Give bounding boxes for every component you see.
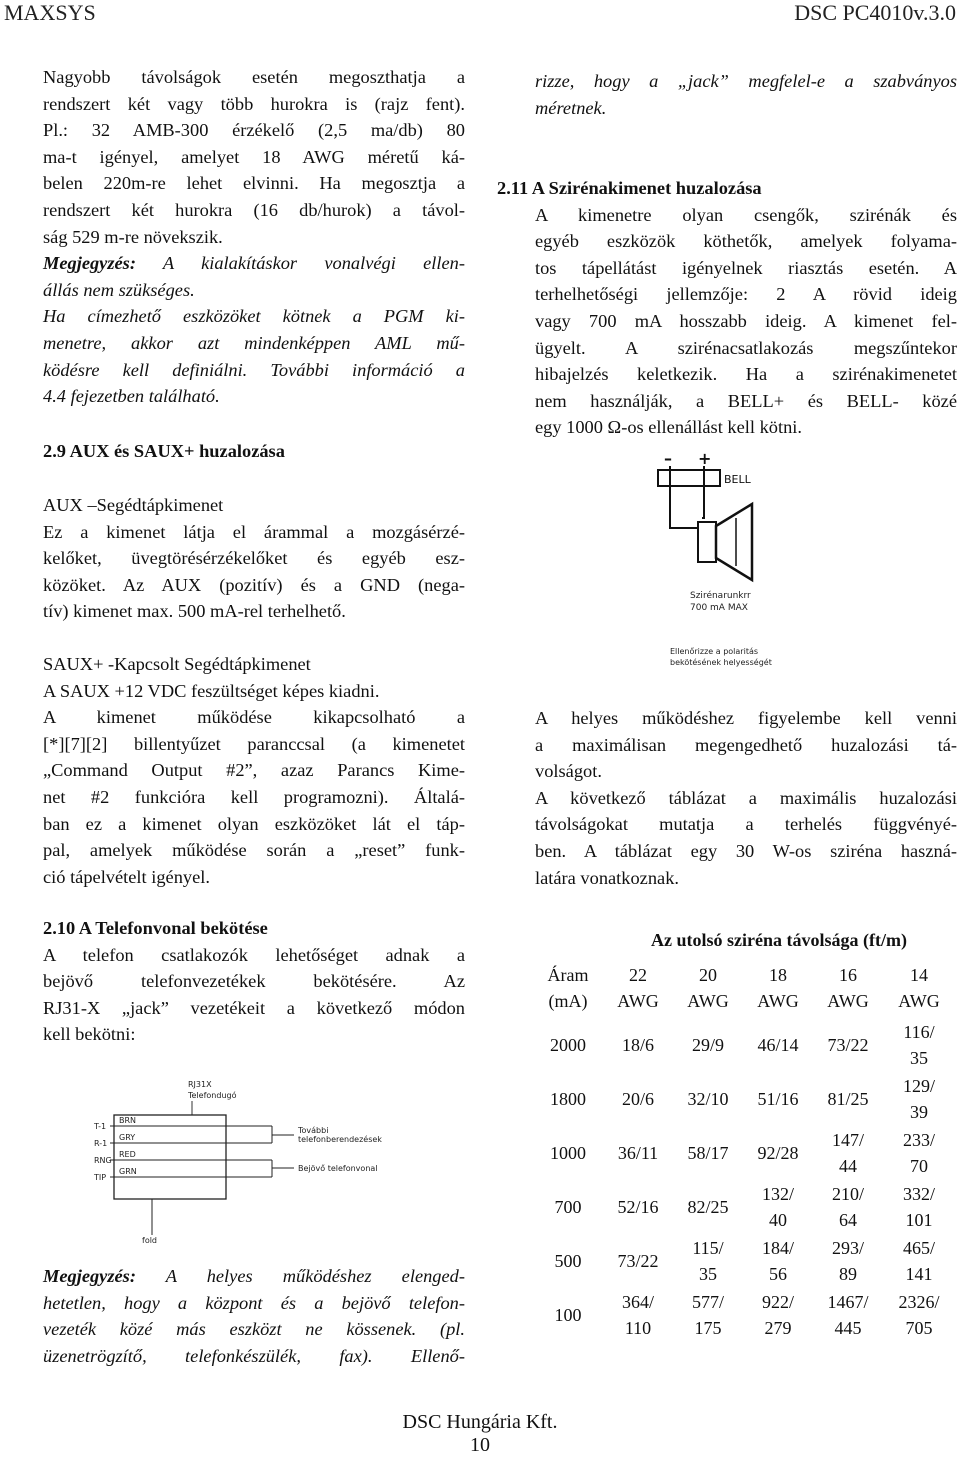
section-heading-2-10: 2.10 A Telefonvonal bekötése	[43, 918, 268, 938]
cell-text: 210/	[831, 1184, 864, 1204]
text-line: rendszert két vagy több hurokra is (rajz fent).	[43, 93, 465, 114]
column-header	[743, 958, 813, 1018]
cell-text: 175	[694, 1318, 722, 1338]
table-cell	[533, 1126, 603, 1180]
cell-text: 40	[769, 1210, 787, 1230]
cell-text: 184/	[761, 1238, 794, 1258]
right-label: Bejövő telefonvonal	[298, 1164, 378, 1173]
paragraph-telephone	[43, 915, 465, 1048]
cell-text: 141	[905, 1264, 933, 1284]
cell-text: 20/6	[621, 1089, 654, 1109]
cell-text: 35	[699, 1264, 717, 1284]
paragraph-loop-split	[43, 64, 465, 410]
text-line: A SAUX +12 VDC feszültséget képes kiadni.	[43, 680, 380, 701]
text-line: távolságokat mutatja a terhelés függvényé-	[535, 814, 957, 835]
note-text: A helyes működéshez elenged-	[135, 1266, 465, 1286]
cell-text: 64	[839, 1210, 857, 1230]
table-cell	[813, 1288, 883, 1342]
right-label: További	[298, 1126, 329, 1135]
cell-text: AWG	[827, 991, 869, 1011]
cell-text: 16	[839, 965, 857, 985]
table-cell	[533, 1234, 603, 1288]
table-cell	[673, 1072, 743, 1126]
cell-text: 445	[834, 1318, 862, 1338]
text-line: RJ31-X „jack” vezetékeit a következő módon	[43, 997, 465, 1018]
table-row	[533, 1234, 955, 1288]
cell-text: 22	[629, 965, 647, 985]
text-line: ban ez a kimenet olyan eszközöket lát el táp-	[43, 813, 465, 834]
text-line: pal, amelyek működése során a „reset” funk-	[43, 840, 465, 861]
cell-text: 89	[839, 1264, 857, 1284]
footer-company: DSC Hungária Kft.	[402, 1411, 558, 1433]
text-line: vagy 700 mA hosszabb ideig. A kimenet fel-	[535, 310, 957, 331]
text-line: méretnek.	[535, 97, 607, 118]
right-label: telefonberendezések	[298, 1135, 382, 1144]
text-line: ügyelt. A szirénacsatlakozás megszűntekor	[535, 337, 957, 358]
cell-text: 81/25	[827, 1089, 869, 1109]
cell-text: 44	[839, 1156, 857, 1176]
cell-text: 32/10	[687, 1089, 729, 1109]
cell-text: 332/	[902, 1184, 935, 1204]
column-header	[533, 958, 603, 1018]
text-line: egy 1000 Ω-os ellenállást kell kötni.	[535, 417, 802, 438]
cell-text: 18/6	[621, 1035, 654, 1055]
cell-text: 364/	[621, 1292, 654, 1312]
table-cell	[743, 1018, 813, 1072]
table-cell	[673, 1234, 743, 1288]
siren-body	[698, 522, 716, 562]
rj-title: RJ31X	[188, 1080, 212, 1089]
table-cell	[743, 1180, 813, 1234]
cell-text: 92/28	[757, 1143, 799, 1163]
table-row	[533, 1180, 955, 1234]
text-line: A helyes működéshez figyelembe kell venni	[535, 708, 957, 728]
table-cell	[813, 1018, 883, 1072]
note-label: Megjegyzés:	[43, 253, 136, 274]
table-cell	[743, 1288, 813, 1342]
paragraph-saux	[43, 651, 465, 890]
table-cell	[673, 1288, 743, 1342]
empty-cell	[533, 922, 603, 958]
bottom-label: fold	[142, 1236, 158, 1245]
text-line: Nagyobb távolságok esetén megoszthatja a	[43, 67, 465, 87]
text-line: volságot.	[535, 761, 602, 782]
cell-text: 56	[769, 1264, 787, 1284]
note-line	[43, 1263, 465, 1290]
table-cell	[883, 1180, 955, 1234]
subheading-saux: SAUX+ -Kapcsolt Segédtápkimenet	[43, 654, 311, 674]
table-cell	[673, 1126, 743, 1180]
text-line: belen 220m-re lehet elvinni. Ha megosztja a	[43, 173, 465, 194]
text-line: nem használják, a BELL+ és BELL- közé	[535, 390, 957, 411]
text-line: Ez a kimenet látja el árammal a mozgásérzé-	[43, 521, 465, 542]
wire-color-label: GRY	[119, 1133, 136, 1142]
cell-text: (mA)	[548, 991, 588, 1011]
text-line: rendszert két hurokra (16 db/hurok) a távol-	[43, 199, 465, 220]
table-header-row	[533, 922, 955, 958]
text-line: hetetlen, hogy a központ és a bejövő telefon-	[43, 1292, 465, 1313]
pin-label: TIP	[94, 1173, 107, 1182]
cell-text: 110	[624, 1318, 652, 1338]
wire-color-label: GRN	[119, 1167, 137, 1176]
table-row	[533, 1018, 955, 1072]
cell-text: 293/	[831, 1238, 864, 1258]
cell-text: 18	[769, 965, 787, 985]
table-cell	[883, 1288, 955, 1342]
bell-label: BELL	[724, 473, 751, 486]
table-cell	[673, 1180, 743, 1234]
text-line: tív) kimenet max. 500 mA-rel terhelhető.	[43, 601, 346, 622]
text-line: A kimenet működése kikapcsolható a	[43, 707, 465, 728]
text-line: állás nem szükséges.	[43, 279, 195, 300]
text-line: üzenetrögzítő, telefonkészülék, fax). Ellenő-	[43, 1345, 465, 1366]
text-line: bejövő telefonvezetékek bekötésére. Az	[43, 971, 465, 992]
text-line: A kimenetre olyan csengők, szirénák és	[535, 204, 957, 225]
table-cell	[883, 1234, 955, 1288]
cell-text: 700	[554, 1197, 582, 1217]
text-line: ben. A táblázat egy 30 W-os sziréna haszná-	[535, 840, 957, 861]
siren-distance-table	[533, 922, 955, 1342]
cell-text: 101	[905, 1210, 933, 1230]
text-line: ság 529 m-re növekszik.	[43, 226, 223, 247]
text-line: [*][7][2] billentyűzet paranccsal (a kimenetet	[43, 733, 465, 754]
siren-caption: 700 mA MAX	[690, 603, 748, 613]
cell-text: AWG	[687, 991, 729, 1011]
text-line: rizze, hogy a „jack” megfelel-e a szabványos	[535, 71, 957, 91]
siren-caption: Szirénarunkrr	[690, 591, 751, 601]
paragraph-siren	[497, 175, 957, 441]
rj-subtitle: Telefondugó	[188, 1091, 237, 1100]
table-cell	[533, 1072, 603, 1126]
cell-text: 73/22	[617, 1251, 659, 1271]
table-cell	[673, 1018, 743, 1072]
text-line: közöket. Az AUX (pozitív) és a GND (nega-	[43, 574, 465, 595]
table-row	[533, 1288, 955, 1342]
subheading-aux: AUX –Segédtápkimenet	[43, 495, 224, 515]
text-line: a maximálisan megengedhető huzalozási tá-	[535, 734, 957, 755]
pin-label: R-1	[94, 1139, 108, 1148]
minus-sign: –	[664, 449, 672, 468]
table-cell	[603, 1072, 673, 1126]
text-line: „Command Output #2”, azaz Parancs Kime-	[43, 760, 465, 781]
table-cell	[603, 1234, 673, 1288]
section-heading-2-11: 2.11 A Szirénakimenet huzalozása	[497, 178, 762, 198]
cell-text: 116/	[903, 1022, 935, 1042]
text-line: ció tápelvételt igényel.	[43, 866, 210, 887]
text-line: terhelhetőségi jellemzője: 2 A rövid ideig	[535, 284, 957, 305]
cell-text: 147/	[831, 1130, 864, 1150]
column-header	[813, 958, 883, 1018]
paragraph-aux	[43, 492, 465, 625]
column-header	[603, 958, 673, 1018]
table-cell	[533, 1180, 603, 1234]
paragraph-continuation	[535, 68, 957, 121]
text-line: vezeték közé más eszközt ne kössenek. (pl.	[43, 1319, 465, 1340]
table-cell	[813, 1234, 883, 1288]
table-cell	[603, 1180, 673, 1234]
table-cell	[883, 1126, 955, 1180]
cell-text: 20	[699, 965, 717, 985]
cell-text: 70	[910, 1156, 928, 1176]
pin-label: RNG	[94, 1156, 112, 1165]
cell-text: 46/14	[757, 1035, 799, 1055]
cell-text: AWG	[898, 991, 940, 1011]
text-line: A telefon csatlakozók lehetőséget adnak a	[43, 944, 465, 965]
cell-text: 115/	[692, 1238, 724, 1258]
cell-text: 39	[910, 1102, 928, 1122]
cell-text: 132/	[761, 1184, 794, 1204]
cell-text: 58/17	[687, 1143, 729, 1163]
column-header	[883, 958, 955, 1018]
section-heading-2-9: 2.9 AUX és SAUX+ huzalozása	[43, 441, 285, 461]
plus-sign: +	[698, 449, 712, 468]
note-text: A kialakításkor vonalvégi ellen-	[135, 253, 465, 274]
table-row	[533, 1126, 955, 1180]
table-cell	[883, 1018, 955, 1072]
table-cell	[813, 1126, 883, 1180]
cell-text: 705	[905, 1318, 933, 1338]
text-line: hibajelzés keletkezik. Ha a szirénakimenetet	[535, 364, 957, 385]
table-header-row	[533, 958, 955, 1018]
paragraph-note-2	[43, 1263, 465, 1369]
column-header	[673, 958, 743, 1018]
table-cell	[813, 1180, 883, 1234]
cell-text: Áram	[547, 965, 589, 985]
table-row	[533, 1072, 955, 1126]
header-right: DSC PC4010v.3.0	[794, 0, 956, 25]
cell-text: 279	[764, 1318, 792, 1338]
cell-text: AWG	[757, 991, 799, 1011]
page-number: 10	[470, 1434, 490, 1456]
cell-text: 52/16	[617, 1197, 659, 1217]
table-cell	[603, 1018, 673, 1072]
table-cell	[533, 1018, 603, 1072]
table-cell	[883, 1072, 955, 1126]
rj31x-wiring-diagram	[92, 1075, 412, 1245]
cell-text: 1800	[550, 1089, 586, 1109]
text-line: A következő táblázat a maximális huzalozási	[535, 787, 957, 808]
table-cell	[743, 1072, 813, 1126]
header-left: MAXSYS	[4, 0, 96, 25]
cell-text: 922/	[761, 1292, 794, 1312]
cell-text: 465/	[902, 1238, 935, 1258]
cell-text: 36/11	[617, 1143, 659, 1163]
cell-text: 129/	[902, 1076, 935, 1096]
cell-text: 2326/	[898, 1292, 940, 1312]
text-line: menetre, akkor azt mindenképpen AML mű-	[43, 332, 465, 353]
cell-text: 73/22	[827, 1035, 869, 1055]
cell-text: 500	[554, 1251, 582, 1271]
wire-color-label: RED	[119, 1150, 136, 1159]
text-line: egyéb eszközök köthetők, amelyek folyama-	[535, 231, 957, 252]
note-line	[43, 250, 465, 277]
siren-horn-icon	[716, 504, 752, 580]
cell-text: AWG	[617, 991, 659, 1011]
cell-text: 1000	[550, 1143, 586, 1163]
table-cell	[813, 1072, 883, 1126]
text-line: ködésre kell definiálni. További információ a	[43, 359, 465, 380]
text-line: 4.4 fejezetben található.	[43, 386, 220, 407]
bell-wiring-diagram	[640, 448, 790, 684]
polarity-note: Ellenőrizze a polaritás	[670, 647, 759, 656]
pin-label: T-1	[94, 1122, 107, 1131]
text-line: net #2 funkcióra kell programozni). Általá-	[43, 786, 465, 807]
text-line: tos tápellátást igényelnek riasztás esetén. A	[535, 257, 957, 278]
cell-text: 233/	[902, 1130, 935, 1150]
cell-text: 51/16	[757, 1089, 799, 1109]
text-line: latára vonatkoznak.	[535, 867, 679, 888]
text-line: Ha címezhető eszközöket kötnek a PGM ki-	[43, 306, 465, 327]
table-cell	[533, 1288, 603, 1342]
text-line: ma-t igényel, amelyet 18 AWG méretű ká-	[43, 146, 465, 167]
note-label: Megjegyzés:	[43, 1266, 136, 1286]
group-header: Az utolsó sziréna távolsága (ft/m)	[651, 930, 907, 950]
cell-text: 1467/	[827, 1292, 869, 1312]
table-cell	[603, 1288, 673, 1342]
text-line: kelőket, üvegtörésérzékelőket és egyéb esz-	[43, 548, 465, 569]
cell-text: 2000	[550, 1035, 586, 1055]
cell-text: 14	[910, 965, 928, 985]
cell-text: 29/9	[691, 1035, 724, 1055]
table-cell	[743, 1126, 813, 1180]
text-line: kell bekötni:	[43, 1024, 136, 1045]
polarity-note: bekötésének helyességét	[670, 658, 772, 667]
wire-color-label: BRN	[119, 1116, 137, 1125]
cell-text: 35	[910, 1048, 928, 1068]
cell-text: 100	[554, 1305, 582, 1325]
paragraph-distance	[535, 705, 957, 891]
text-line: Pl.: 32 AMB-300 érzékelő (2,5 ma/db) 80	[43, 120, 465, 141]
cell-text: 577/	[691, 1292, 724, 1312]
cell-text: 82/25	[687, 1197, 729, 1217]
table-cell	[603, 1126, 673, 1180]
table-cell	[743, 1234, 813, 1288]
